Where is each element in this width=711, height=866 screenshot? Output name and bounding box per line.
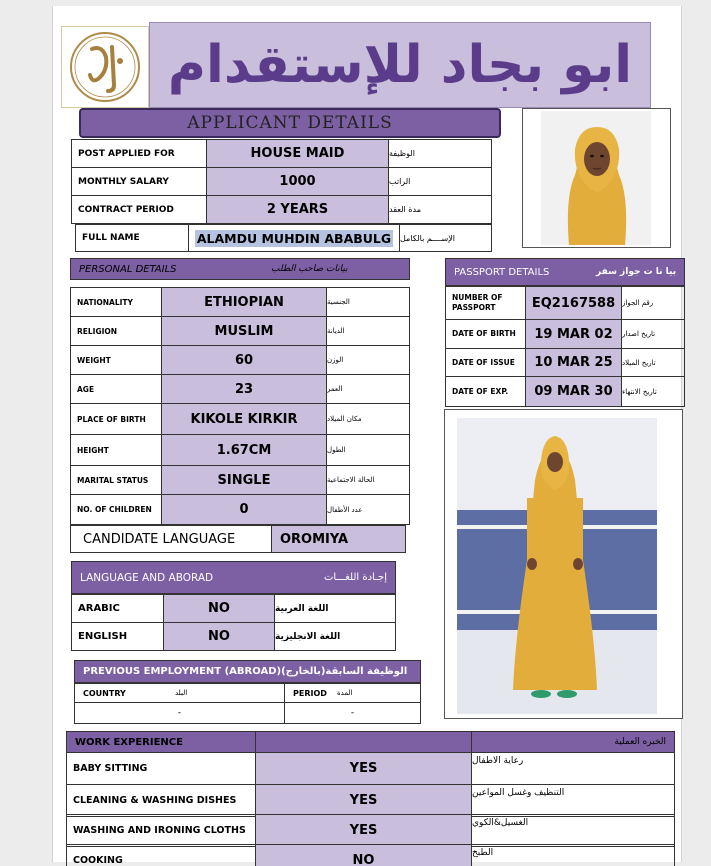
personal-label: NO. OF CHILDREN bbox=[70, 494, 162, 525]
language-arabic: اللغة العربية bbox=[274, 594, 396, 623]
applicant-details-title: APPLICANT DETAILS bbox=[187, 113, 393, 133]
personal-arabic: العمر bbox=[326, 374, 410, 404]
contract-period-arabic: مدة العقد bbox=[388, 195, 492, 224]
portrait-photo bbox=[522, 108, 671, 248]
passport-label: DATE OF BIRTH bbox=[445, 319, 526, 349]
full-name-cell bbox=[188, 224, 400, 252]
monthly-salary-arabic: الراتب bbox=[388, 167, 492, 196]
monthly-salary-label: MONTHLY SALARY bbox=[71, 167, 207, 196]
period-arabic-label: المدة bbox=[337, 689, 353, 697]
work-value: NO bbox=[255, 844, 472, 866]
passport-arabic: تاريخ الانتهاء bbox=[621, 376, 685, 407]
personal-value: SINGLE bbox=[161, 465, 327, 495]
candidate-language-label: CANDIDATE LANGUAGE bbox=[70, 525, 272, 553]
full-name-label: FULL NAME bbox=[75, 224, 189, 252]
language-label: ENGLISH bbox=[71, 622, 164, 651]
full-name-arabic: الإســــم بالكامل bbox=[399, 224, 492, 252]
personal-label: MARITAL STATUS bbox=[70, 465, 162, 495]
personal-label: AGE bbox=[70, 374, 162, 404]
work-arabic: الغسيل&الكوي bbox=[471, 814, 675, 847]
company-title-banner bbox=[149, 22, 651, 108]
work-experience-header bbox=[66, 731, 256, 753]
personal-value: MUSLIM bbox=[161, 316, 327, 346]
previous-employment-header bbox=[74, 660, 421, 683]
passport-arabic: تاريخ اصدار bbox=[621, 319, 685, 349]
language-header-title: LANGUAGE AND ABORAD bbox=[80, 571, 214, 584]
personal-label: WEIGHT bbox=[70, 345, 162, 375]
personal-arabic: مكان الميلاد bbox=[326, 403, 410, 435]
applicant-details-heading bbox=[79, 108, 501, 138]
passport-arabic: رقم الجواز bbox=[621, 286, 685, 320]
personal-arabic: الحالة الاجتماعية bbox=[326, 465, 410, 495]
full-body-photo bbox=[444, 409, 683, 719]
passport-value: 19 MAR 02 bbox=[525, 319, 622, 349]
passport-label: DATE OF ISSUE bbox=[445, 348, 526, 377]
personal-label: HEIGHT bbox=[70, 434, 162, 466]
passport-details-header bbox=[445, 258, 685, 286]
language-arabic: اللغة الانجليزية bbox=[274, 622, 396, 651]
document-page bbox=[52, 6, 682, 866]
passport-label: DATE OF EXP. bbox=[445, 376, 526, 407]
post-applied-value: HOUSE MAID bbox=[206, 139, 389, 168]
personal-arabic: الطول bbox=[326, 434, 410, 466]
personal-value: 60 bbox=[161, 345, 327, 375]
company-logo bbox=[61, 26, 149, 108]
work-arabic: رعاية الاطفال bbox=[471, 752, 675, 785]
language-value: NO bbox=[163, 594, 275, 623]
passport-value: EQ2167588 bbox=[525, 286, 622, 320]
passport-arabic: تاريخ الميلاد bbox=[621, 348, 685, 377]
passport-details-title-arabic: بيا نا ت جواز سفر bbox=[596, 267, 677, 277]
country-arabic-label: البلد bbox=[175, 689, 188, 697]
work-arabic: التنظيف وغسل المواعين bbox=[471, 784, 675, 817]
work-value: YES bbox=[255, 784, 472, 817]
work-label: CLEANING & WASHING DISHES bbox=[66, 784, 256, 817]
previous-employment-title: PREVIOUS EMPLOYMENT (ABROAD)(بالخارج)الوظيفة السابقة bbox=[83, 666, 408, 677]
work-label: WASHING AND IRONING CLOTHS bbox=[66, 814, 256, 847]
language-label: ARABIC bbox=[71, 594, 164, 623]
period-value: - bbox=[284, 702, 421, 724]
passport-details-title: PASSPORT DETAILS bbox=[454, 266, 550, 278]
work-experience-title-arabic: الخبره العملية bbox=[614, 737, 666, 747]
work-experience-header-arabic bbox=[471, 731, 675, 753]
contract-period-label: CONTRACT PERIOD bbox=[71, 195, 207, 224]
country-label-cell bbox=[74, 683, 285, 703]
candidate-language-value: OROMIYA bbox=[271, 525, 406, 553]
post-applied-label: POST APPLIED FOR bbox=[71, 139, 207, 168]
post-applied-arabic: الوظيفة bbox=[388, 139, 492, 168]
work-label: COOKING bbox=[66, 844, 256, 866]
work-arabic: الطبخ bbox=[471, 844, 675, 866]
personal-label: PLACE OF BIRTH bbox=[70, 403, 162, 435]
country-label: COUNTRY bbox=[83, 688, 126, 698]
personal-arabic: عدد الأطفال bbox=[326, 494, 410, 525]
personal-value: 0 bbox=[161, 494, 327, 525]
personal-arabic: الوزن bbox=[326, 345, 410, 375]
language-value: NO bbox=[163, 622, 275, 651]
passport-value: 09 MAR 30 bbox=[525, 376, 622, 407]
company-arabic-title: ابو بجاد للإستقدام bbox=[167, 35, 633, 95]
personal-value: ETHIOPIAN bbox=[161, 287, 327, 317]
period-label: PERIOD bbox=[293, 688, 327, 698]
personal-label: RELIGION bbox=[70, 316, 162, 346]
personal-details-title: PERSONAL DETAILS bbox=[79, 263, 177, 275]
personal-value: KIKOLE KIRKIR bbox=[161, 403, 327, 435]
personal-details-title-arabic: بيانات صاحب الطلب bbox=[271, 264, 348, 274]
passport-label: NUMBER OF PASSPORT bbox=[445, 286, 526, 320]
country-value: - bbox=[74, 702, 285, 724]
work-experience-title: WORK EXPERIENCE bbox=[75, 736, 183, 748]
personal-value: 23 bbox=[161, 374, 327, 404]
personal-label: NATIONALITY bbox=[70, 287, 162, 317]
work-value: YES bbox=[255, 814, 472, 847]
contract-period-value: 2 YEARS bbox=[206, 195, 389, 224]
personal-arabic: الديانة bbox=[326, 316, 410, 346]
work-value: YES bbox=[255, 752, 472, 785]
passport-value: 10 MAR 25 bbox=[525, 348, 622, 377]
personal-value: 1.67CM bbox=[161, 434, 327, 466]
monthly-salary-value: 1000 bbox=[206, 167, 389, 196]
work-label: BABY SITTING bbox=[66, 752, 256, 785]
work-experience-header-middle bbox=[255, 731, 472, 753]
personal-details-header bbox=[70, 258, 410, 280]
language-header bbox=[71, 561, 396, 594]
language-header-title-arabic: إجـادة اللغـــات bbox=[323, 572, 387, 583]
full-name-value: ALAMDU MUHDIN ABABULG bbox=[196, 230, 392, 246]
personal-arabic: الجنسية bbox=[326, 287, 410, 317]
period-label-cell bbox=[284, 683, 421, 703]
